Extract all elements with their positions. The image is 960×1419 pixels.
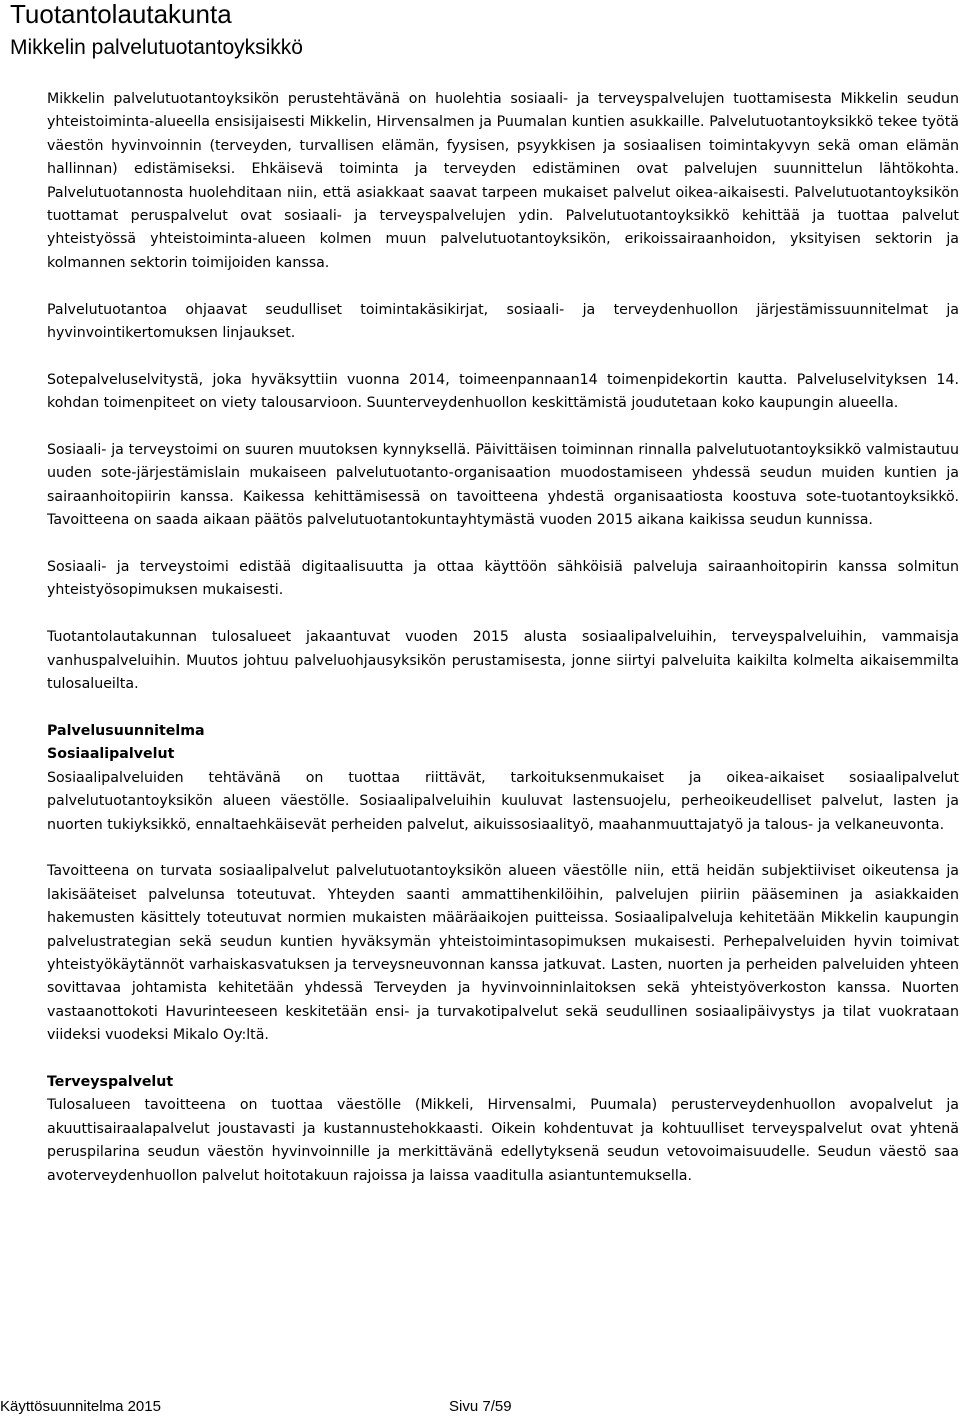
page-title: Tuotantolautakunta bbox=[10, 0, 232, 29]
intro-paragraph-6: Tuotantolautakunnan tulosalueet jakaantuvat vuoden 2015 alusta sosiaalipalveluihin, terveyspalveluihin, vammaisja vanhuspalveluihin. Muutos johtuu palveluohjausyksikön perustamisesta, jonne siirtyi palveluita kaikilta kolmelta aikaisemmilta tulosalueilta. bbox=[47, 629, 959, 693]
document-body bbox=[47, 88, 959, 1211]
intro-paragraph-4: Sosiaali- ja terveystoimi on suuren muutoksen kynnyksellä. Päivittäisen toiminnan rinnalla palvelutuotantoyksikkö valmistautuu uuden sote-järjestämislain mukaiseen palvelutuotanto-organisaation muodostamiseen yhdessä seudun muiden kuntien ja sairaanhoitopiirin kanssa. Kaikessa kehittämisessä on tavoitteena yhdestä organisaatiosta koostuva sote-tuotantoyksikkö. Tavoitteena on saada aikaan päätös palvelutuotantokuntayhtymästä vuoden 2015 aikana kaikissa seudun kunnissa. bbox=[47, 442, 959, 529]
section-subheading-sosiaalipalvelut: Sosiaalipalvelut bbox=[47, 746, 175, 763]
sosiaalipalvelut-paragraph-2: Tavoitteena on turvata sosiaalipalvelut palvelutuotantoyksikön alueen väestölle niin, että heidän subjektiiviset oikeutensa ja lakisääteiset palvelunsa toteutuvat. Yhteyden saanti ammattihenkilöihin, palvelujen piiriin pääseminen ja asiakkaiden hakemusten käsittely toteutuvat normien mukaisten määräaikojen puitteissa. Sosiaalipalveluja kehitetään Mikkelin kaupungin palvelustrategian sekä seudun kuntien hyväksymän yhteistoimintasopimuksen mukaisesti. Perhepalveluiden hyvin toimivat yhteistyökäytännöt varhaiskasvatuksen ja terveysneuvonnan kanssa jatkuvat. Lasten, nuorten ja perheiden palveluiden yhteen sovittavaa johtamista kehitetään yhdessä Terveyden ja hyvinvoinninlaitoksen sekä yhteistyöverkoston kanssa. Nuorten vastaanottokoti Havurinteeseen keskitetään ensi- ja turvakotipalvelut sekä seudullinen sosiaalipäivystys ja tilat vuokrataan viideksi vuodeksi Mikalo Oy:ltä. bbox=[47, 863, 959, 1044]
intro-paragraph-2: Palvelutuotantoa ohjaavat seudulliset toimintakäsikirjat, sosiaali- ja terveydenhuollon järjestämissuunnitelmat ja hyvinvointikertomuksen linjaukset. bbox=[47, 301, 959, 342]
terveyspalvelut-paragraph: Tulosalueen tavoitteena on tuottaa väestölle (Mikkeli, Hirvensalmi, Puumala) perusterveydenhuollon avopalvelut ja akuuttisairaalapalvelut joustavasti ja kustannustehokkaasti. Oikein kohdentuvat ja kohtuulliset terveyspalvelut ovat yhtenä peruspilarina seudun väestön hyvinvoinnille ja merkittävänä edellytyksenä seudun vetovoimaisuudelle. Seudun väestö saa avoterveydenhuollon palvelut hoitotakuun rajoissa ja laissa vaaditulla asiantuntemuksella. bbox=[47, 1097, 959, 1184]
sosiaalipalvelut-paragraph-1: Sosiaalipalveluiden tehtävänä on tuottaa riittävät, tarkoituksenmukaiset ja oikea-aikaiset sosiaalipalvelut palvelutuotantoyksikön alueen väestölle. Sosiaalipalveluihin kuuluvat lastensuojelu, perheoikeudelliset palvelut, lasten ja nuorten tukiyksikkö, ennaltaehkäisevät perheiden palvelut, aikuissosiaalityö, maahanmuuttajatyö ja talous- ja velkaneuvonta. bbox=[47, 769, 959, 833]
intro-paragraph-5: Sosiaali- ja terveystoimi edistää digitaalisuutta ja ottaa käyttöön sähköisiä palveluja sairaanhoitopirin kanssa solmitun yhteistyösopimuksen mukaisesti. bbox=[47, 559, 959, 599]
footer-page-number: Sivu 7/59 bbox=[449, 1398, 512, 1415]
section-heading-palvelusuunnitelma: Palvelusuunnitelma bbox=[47, 722, 205, 739]
intro-paragraph-1: Mikkelin palvelutuotantoyksikön perustehtävänä on huolehtia sosiaali- ja terveyspalvelujen tuottamisesta Mikkelin seudun yhteistoiminta-alueella ensisijaisesti Mikkelin, Hirvensalmen ja Puumalan kuntien asukkaille. Palvelutuotantoyksikkö tekee työtä väestön hyvinvoinnin (terveyden, turvallisen elämän, fyysisen, psyykkisen ja sosiaalisen toimintakyvyn sekä oman elämän hallinnan) edistämiseksi. Ehkäisevä toiminta ja terveyden edistäminen ovat palvelujen suunnittelun lähtökohta. Palvelutuotannosta huolehditaan niin, että asiakkaat saavat tarpeen mukaiset palvelut oikea-aikaisesti. Palvelutuotantoyksikön tuottamat peruspalvelut ovat sosiaali- ja terveyspalvelujen ydin. Palvelutuotantoyksikkö kehittää ja tuottaa palvelut yhteistyössä yhteistoiminta-alueen kolmen muun palvelutuotantoyksikön, erikoissairaanhoidon, yksityisen sektorin ja kolmannen sektorin toimijoiden kanssa. bbox=[47, 91, 959, 271]
section-heading-terveyspalvelut: Terveyspalvelut bbox=[47, 1073, 174, 1090]
page-subtitle: Mikkelin palvelutuotantoyksikkö bbox=[10, 36, 303, 59]
intro-paragraph-3: Sotepalveluselvitystä, joka hyväksyttiin vuonna 2014, toimeenpannaan14 toimenpidekortin kautta. Palveluselvityksen 14. kohdan toimenpiteet on viety talousarvioon. Suunterveydenhuollon keskittämistä joudutetaan koko kaupungin alueella. bbox=[47, 371, 959, 412]
footer-document-name: Käyttösuunnitelma 2015 bbox=[0, 1398, 161, 1415]
